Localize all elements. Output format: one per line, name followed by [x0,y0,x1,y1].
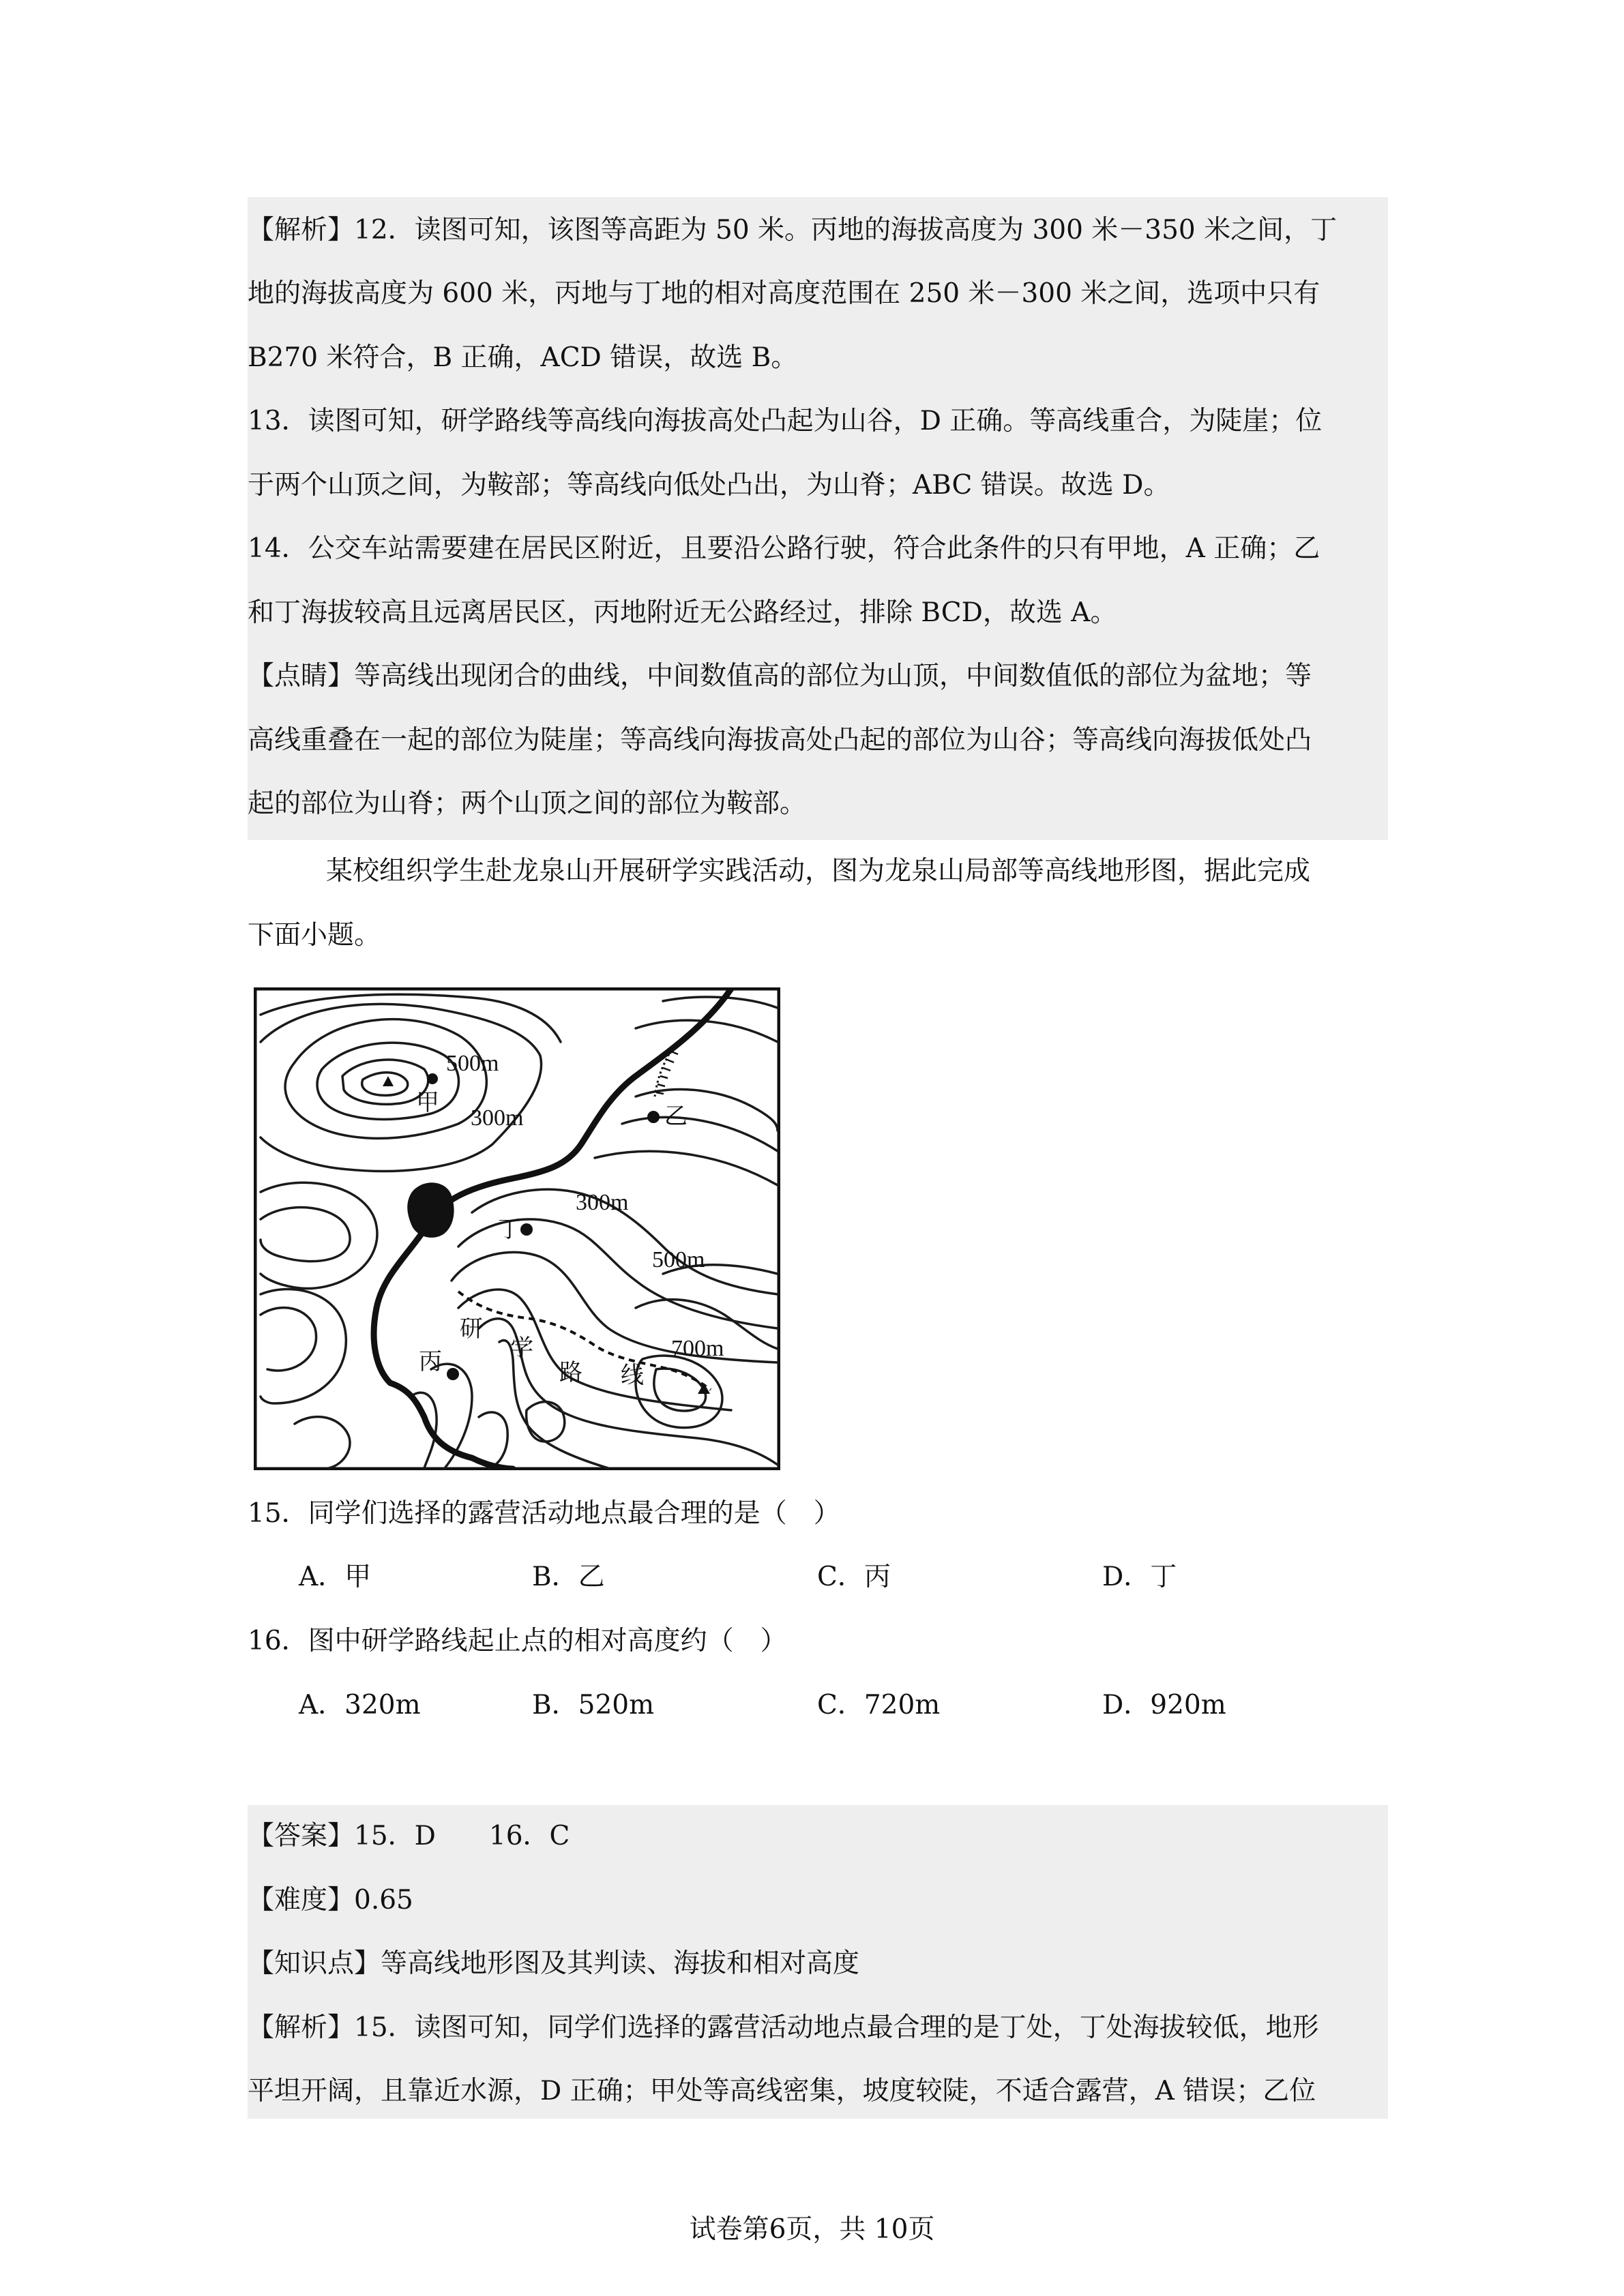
option-a[interactable]: A．320m [299,1690,421,1720]
analysis-line: 于两个山顶之间，为鞍部；等高线向低处凸出，为山脊；ABC 错误。故选 D。 [248,470,1170,501]
contour-label-500m: 500m [446,1051,499,1076]
option-d[interactable]: D．丁 [1102,1562,1177,1592]
point-ding [520,1223,533,1236]
label-ding: 丁 [498,1216,521,1243]
contour-label-300m: 300m [576,1190,629,1215]
tip-line: 高线重叠在一起的部位为陡崖；等高线向海拔高处凸起的部位为山谷；等高线向海拔低处凸 [248,725,1312,756]
route-label-1: 研 [460,1315,483,1343]
route-label-3: 路 [559,1359,582,1386]
contour-map [254,987,780,1470]
label-jia: 甲 [416,1089,439,1116]
label-bing: 丙 [419,1348,442,1375]
analysis-line: 地的海拔高度为 600 米，丙地与丁地的相对高度范围在 250 米－300 米之间，选项中只有 [248,278,1320,309]
point-jia [427,1073,438,1084]
answer-line: 【答案】15．D 16．C [248,1821,570,1851]
option-c[interactable]: C．丙 [817,1562,891,1592]
option-b[interactable]: B．乙 [532,1562,605,1592]
intro-line: 下面小题。 [248,920,381,951]
knowledge-line: 【知识点】等高线地形图及其判读、海拔和相对高度 [248,1948,860,1979]
route-label-2: 学 [510,1335,533,1362]
point-yi [647,1111,660,1123]
contour-label-700m: 700m [671,1336,724,1361]
lake [407,1182,454,1238]
point-bing [447,1368,459,1380]
analysis-line: 【解析】12．读图可知，该图等高距为 50 米。丙地的海拔高度为 300 米－350 米之间，丁 [248,215,1338,245]
contour-label-500m: 500m [652,1247,705,1272]
analysis-line: 平坦开阔，且靠近水源，D 正确；甲处等高线密集，坡度较陡，不适合露营，A 错误；乙位 [248,2076,1316,2106]
analysis-line: B270 米符合，B 正确，ACD 错误，故选 B。 [248,342,798,373]
tip-line: 起的部位为山脊；两个山顶之间的部位为鞍部。 [248,788,807,819]
difficulty-line: 【难度】0.65 [248,1885,413,1915]
intro-line: 某校组织学生赴龙泉山开展研学实践活动，图为龙泉山局部等高线地形图，据此完成 [326,856,1311,886]
option-c[interactable]: C．720m [817,1690,941,1720]
contour-label-300m: 300m [471,1105,524,1131]
question-15-stem: 15．同学们选择的露营活动地点最合理的是（ ） [248,1498,840,1529]
analysis-line: 14．公交车站需要建在居民区附近，且要沿公路行驶，符合此条件的只有甲地，A 正确；乙 [248,533,1320,564]
page-footer: 试卷第6页，共 10页 [689,2214,935,2245]
option-d[interactable]: D．920m [1102,1690,1226,1720]
option-a[interactable]: A．甲 [299,1562,372,1592]
analysis-line: 和丁海拔较高且远离居民区，丙地附近无公路经过，排除 BCD，故选 A。 [248,597,1117,628]
route-label-4: 线 [621,1362,644,1389]
analysis-line: 【解析】15．读图可知，同学们选择的露营活动地点最合理的是丁处，丁处海拔较低，地形 [248,2012,1319,2043]
tip-line: 【点睛】等高线出现闭合的曲线，中间数值高的部位为山顶，中间数值低的部位为盆地；等 [248,661,1312,691]
analysis-line: 13．读图可知，研学路线等高线向海拔高处凸起为山谷，D 正确。等高线重合，为陡崖；位 [248,406,1323,436]
option-b[interactable]: B．520m [532,1690,655,1720]
label-yi: 乙 [664,1103,688,1130]
question-16-stem: 16．图中研学路线起止点的相对高度约（ ） [248,1626,787,1656]
